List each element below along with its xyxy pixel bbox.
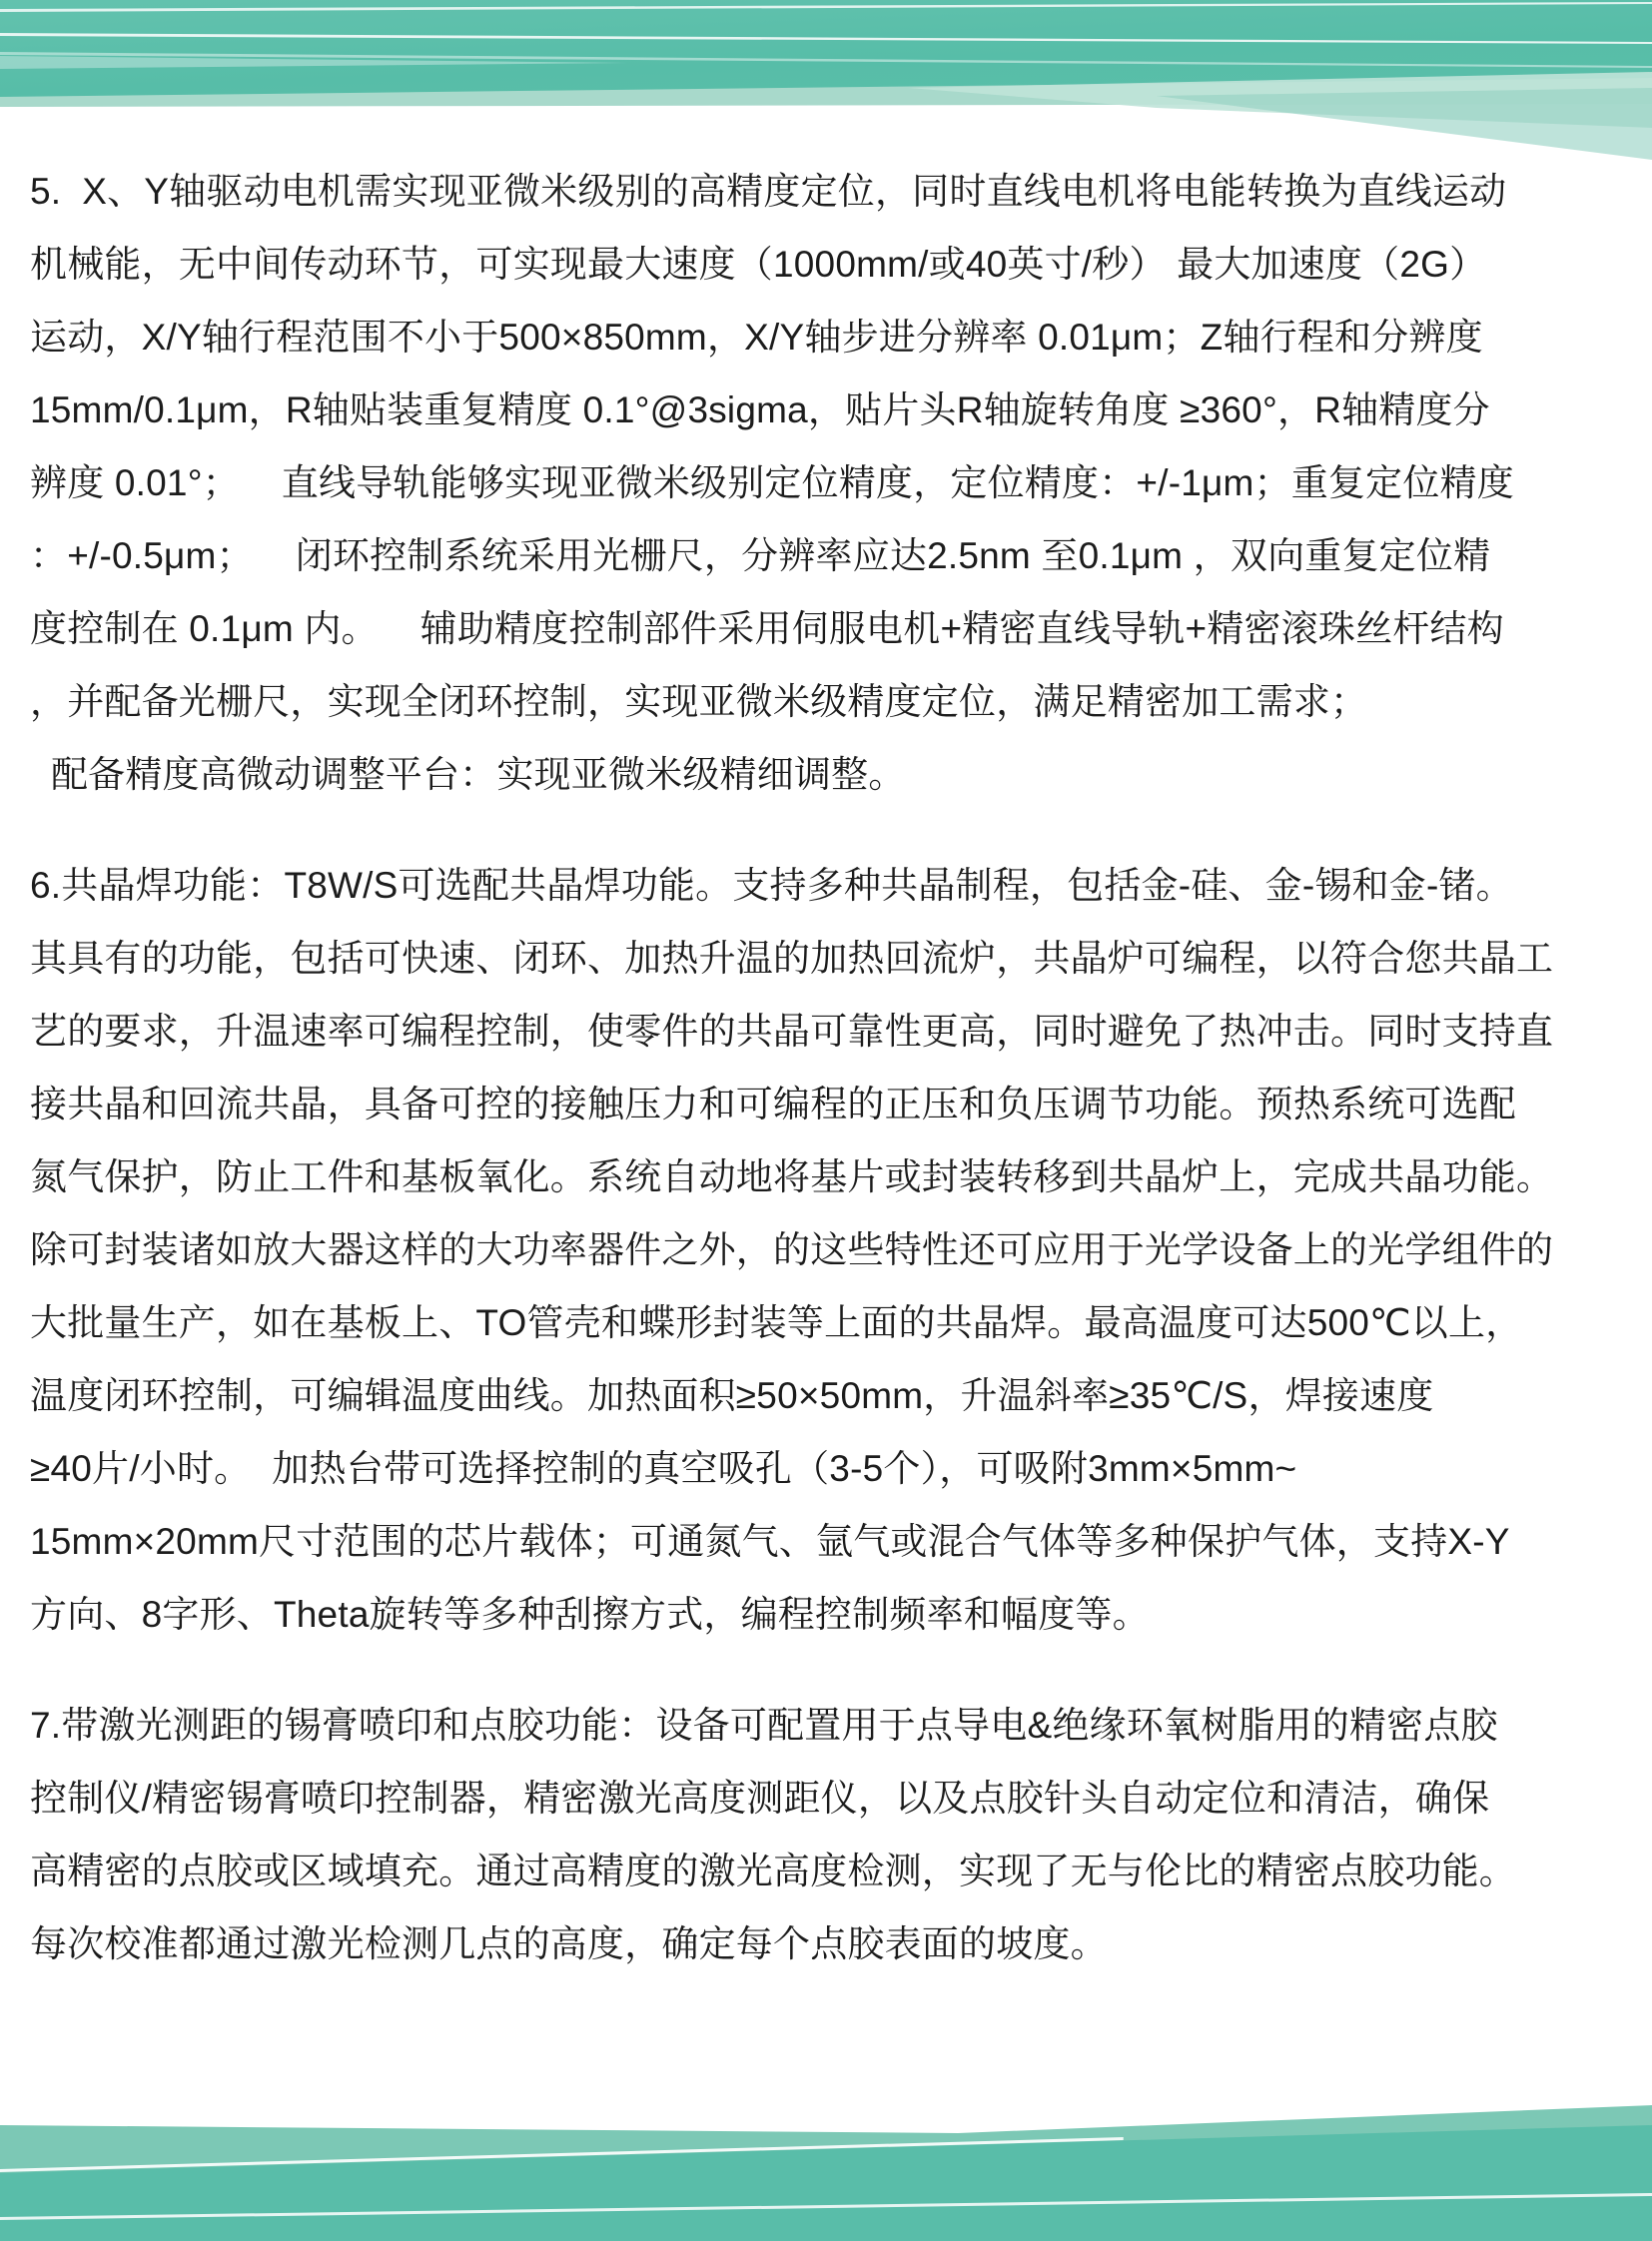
top-ribbon-band — [0, 0, 1652, 170]
top-ribbon-light-wedge — [0, 0, 1652, 170]
bottom-ribbon-decoration — [0, 2097, 1652, 2241]
bottom-ribbon-white-line — [0, 2097, 1652, 2241]
bottom-ribbon-white-line — [0, 2097, 1652, 2241]
text-line: 氮气保护，防止工件和基板氧化。系统自动地将基片或封装转移到共晶炉上，完成共晶功能。 — [30, 1156, 1554, 1197]
text-line: 配备精度高微动调整平台：实现亚微米级精细调整。 — [30, 754, 906, 795]
top-ribbon-light-wedge — [0, 0, 1652, 170]
bottom-ribbon-band — [0, 2097, 1652, 2241]
text-line: 6.共晶焊功能：T8W/S可选配共晶焊功能。支持多种共晶制程，包括金-硅、金-锡和金-锗。 — [30, 865, 1513, 906]
text-line: 5. X、Y轴驱动电机需实现亚微米级别的高精度定位，同时直线电机将电能转换为直线运动 — [30, 171, 1507, 212]
text-line: 每次校准都通过激光检测几点的高度，确定每个点胶表面的坡度。 — [30, 1923, 1108, 1964]
text-line: 接共晶和回流共晶，具备可控的接触压力和可编程的正压和负压调节功能。预热系统可选配 — [30, 1084, 1516, 1124]
text-line: 大批量生产，如在基板上、TO管壳和蝶形封装等上面的共晶焊。最高温度可达500℃以上， — [30, 1302, 1523, 1343]
paragraph-item-6 — [30, 849, 1624, 1651]
paragraph-item-5 — [30, 155, 1624, 811]
text-line: 除可封装诸如放大器这样的大功率器件之外，的这些特性还可应用于光学设备上的光学组件的 — [30, 1229, 1554, 1270]
text-line: 机械能，无中间传动环节，可实现最大速度（1000mm/或40英寸/秒） 最大加速度（2G） — [30, 244, 1487, 285]
text-line: 控制仪/精密锡膏喷印控制器，精密激光高度测距仪，以及点胶针头自动定位和清洁，确保 — [30, 1778, 1490, 1819]
text-line: 15mm×20mm尺寸范围的芯片载体；可通氮气、氩气或混合气体等多种保护气体，支持X-Y — [30, 1521, 1510, 1562]
document-body — [30, 155, 1624, 2018]
bottom-ribbon-light-band — [0, 2097, 1652, 2241]
top-ribbon-highlight-streak — [0, 0, 1652, 170]
text-line: ：+/-0.5μm； 闭环控制系统采用光栅尺，分辨率应达2.5nm 至0.1μm ，双向重复定位精 — [30, 535, 1491, 576]
top-ribbon-white-line — [0, 0, 1652, 170]
text-line: 温度闭环控制，可编辑温度曲线。加热面积≥50×50mm，升温斜率≥35℃/S，焊接速度 — [30, 1375, 1434, 1416]
text-line: 艺的要求，升温速率可编程控制，使零件的共晶可靠性更高，同时避免了热冲击。同时支持直 — [30, 1011, 1554, 1052]
text-line: 7.带激光测距的锡膏喷印和点胶功能：设备可配置用于点导电&绝缘环氧树脂用的精密点胶 — [30, 1705, 1498, 1746]
text-line: 其具有的功能，包括可快速、闭环、加热升温的加热回流炉，共晶炉可编程，以符合您共晶工 — [30, 938, 1554, 979]
top-ribbon-light-band — [0, 0, 1652, 170]
top-ribbon-decoration — [0, 0, 1652, 170]
text-line: 高精密的点胶或区域填充。通过高精度的激光高度检测，实现了无与伦比的精密点胶功能。 — [30, 1851, 1516, 1891]
text-line: ≥40片/小时。 加热台带可选择控制的真空吸孔（3-5个），可吸附3mm×5mm~ — [30, 1448, 1297, 1489]
text-line: 方向、8字形、Theta旋转等多种刮擦方式，编程控制频率和幅度等。 — [30, 1594, 1150, 1635]
text-line: ，并配备光栅尺，实现全闭环控制，实现亚微米级精度定位，满足精密加工需求； — [30, 681, 1368, 722]
top-ribbon-white-line — [0, 0, 1652, 170]
text-line: 运动，X/Y轴行程范围不小于500×850mm，X/Y轴步进分辨率 0.01μm；Z轴行程和分辨度 — [30, 317, 1483, 358]
paragraph-item-7 — [30, 1689, 1624, 1980]
top-ribbon-white-line — [0, 0, 1652, 170]
text-line: 辨度 0.01°； 直线导轨能够实现亚微米级别定位精度，定位精度：+/-1μm；重复定位精度 — [30, 462, 1514, 503]
text-line: 度控制在 0.1μm 内。 辅助精度控制部件采用伺服电机+精密直线导轨+精密滚珠丝杆结构 — [30, 608, 1504, 649]
text-line: 15mm/0.1μm，R轴贴装重复精度 0.1°@3sigma，贴片头R轴旋转角度 ≥360°，R轴精度分 — [30, 389, 1490, 430]
